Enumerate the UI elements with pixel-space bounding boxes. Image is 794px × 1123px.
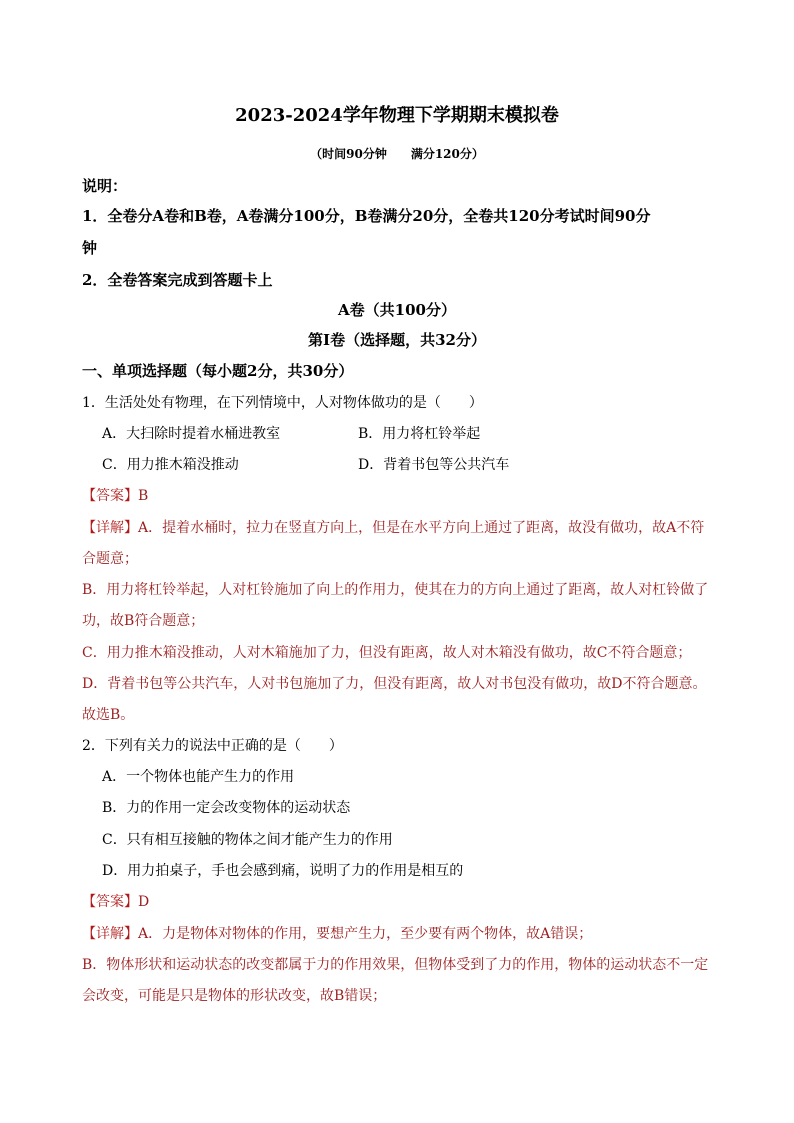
question-1-option-c: C．用力推木箱没推动 (102, 457, 239, 473)
exam-time-info: （时间90分钟 满分120分） (310, 147, 484, 161)
question-1-option-a: A．大扫除时提着水桶进教室 (102, 426, 281, 442)
question-1-detail-line-3: B．用力将杠铃举起，人对杠铃施加了向上的作用力，使其在力的方向上通过了距离，故人对杠铃做了 (82, 582, 709, 598)
question-2-detail-line-1 (82, 924, 592, 944)
note-2: 2．全卷答案完成到答题卡上 (82, 271, 273, 289)
question-2-option-b: B．力的作用一定会改变物体的运动状态 (102, 800, 351, 816)
question-2-option-d: D．用力拍桌子，手也会感到痛，说明了力的作用是相互的 (102, 863, 464, 879)
answer-tag: 【答案】 (82, 488, 138, 504)
question-2-option-c: C．只有相互接触的物体之间才能产生力的作用 (102, 832, 393, 848)
question-1-detail-line-6: D．背着书包等公共汽车，人对书包施加了力，但没有距离，故人对书包没有做功，故D不符合题意。 (82, 676, 707, 692)
question-1-detail-line-4: 功，故B符合题意； (82, 613, 205, 629)
question-1-detail-line-2: 合题意； (82, 551, 138, 567)
question-1-answer (82, 486, 148, 506)
detail-text: A．提着水桶时，拉力在竖直方向上，但是在水平方向上通过了距离，故没有做功，故A不符 (138, 520, 705, 536)
section-1-heading: 一、单项选择题（每小题2分，共30分） (82, 362, 354, 380)
note-1-line-2: 钟 (82, 239, 98, 257)
detail-tag: 【详解】 (82, 926, 138, 942)
note-1-line-1: 1．全卷分A卷和B卷，A卷满分100分，B卷满分20分，全卷共120分考试时间90分 (82, 207, 651, 225)
question-1-detail-line-1 (82, 518, 704, 538)
detail-text: A．力是物体对物体的作用，要想产生力，至少要有两个物体，故A错误； (138, 926, 593, 942)
question-1-detail-line-7: 故选B。 (82, 707, 135, 723)
question-1-option-d: D．背着书包等公共汽车 (358, 457, 510, 473)
question-1-detail-line-5: C．用力推木箱没推动，人对木箱施加了力，但没有距离，故人对木箱没有做功，故C不符合题意； (82, 645, 692, 661)
question-2-stem: 2．下列有关力的说法中正确的是（ ） (82, 738, 343, 754)
part-1-heading: 第Ⅰ卷（选择题，共32分） (308, 331, 486, 349)
answer-value: B (138, 488, 149, 504)
page-title: 2023-2024学年物理下学期期末模拟卷 (235, 105, 559, 126)
question-2-detail-line-3: 会改变，可能是只是物体的形状改变，故B错误； (82, 988, 387, 1004)
notes-heading: 说明： (82, 177, 128, 195)
section-a-heading: A卷（共100分） (338, 301, 456, 319)
answer-tag: 【答案】 (82, 894, 138, 910)
question-1-option-b: B．用力将杠铃举起 (358, 426, 481, 442)
question-1-stem: 1．生活处处有物理，在下列情境中，人对物体做功的是（ ） (82, 395, 483, 411)
answer-value: D (138, 894, 150, 910)
question-2-answer (82, 892, 149, 912)
question-2-detail-line-2: B．物体形状和运动状态的改变都属于力的作用效果，但物体受到了力的作用，物体的运动状态不一定 (82, 957, 709, 973)
question-2-option-a: A．一个物体也能产生力的作用 (102, 769, 295, 785)
detail-tag: 【详解】 (82, 520, 138, 536)
